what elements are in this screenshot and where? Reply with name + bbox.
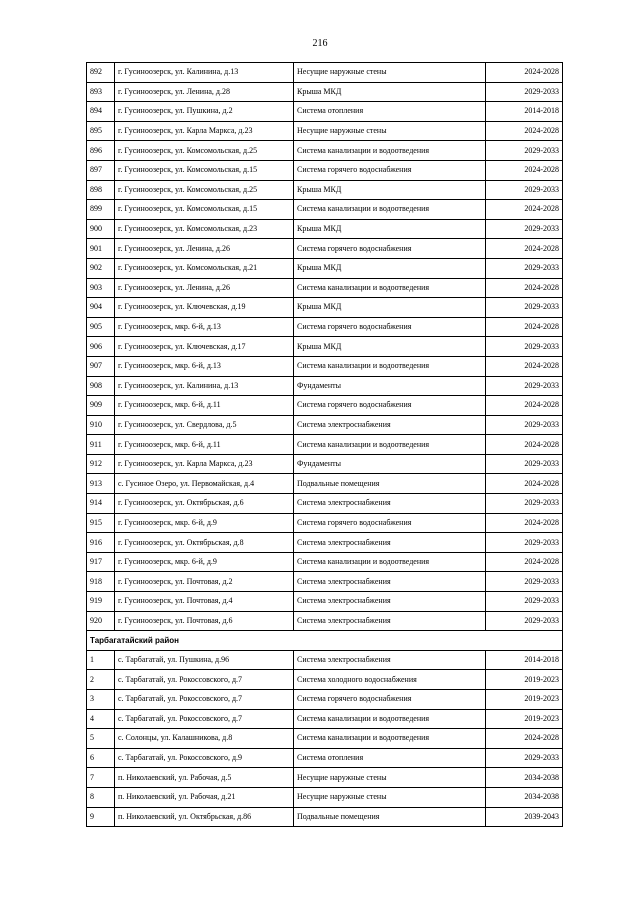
address-cell: г. Гусиноозерск, мкр. 6-й, д.13	[115, 356, 294, 376]
table-row	[87, 82, 563, 102]
period-cell: 2029-2033	[486, 748, 563, 768]
table-row	[87, 337, 563, 357]
system-cell: Система электроснабжения	[294, 611, 486, 631]
row-number-cell: 895	[87, 121, 115, 141]
system-cell: Система горячего водоснабжения	[294, 160, 486, 180]
system-cell: Несущие наружные стены	[294, 63, 486, 83]
table-row	[87, 415, 563, 435]
address-cell: с. Тарбагатай, ул. Рокоссовского, д.7	[115, 670, 294, 690]
system-cell: Крыша МКД	[294, 219, 486, 239]
table-row	[87, 513, 563, 533]
address-cell: с. Тарбагатай, ул. Рокоссовского, д.7	[115, 709, 294, 729]
system-cell: Система горячего водоснабжения	[294, 317, 486, 337]
period-cell: 2024-2028	[486, 63, 563, 83]
row-number-cell: 2	[87, 670, 115, 690]
system-cell: Система канализации и водоотведения	[294, 278, 486, 298]
period-cell: 2019-2023	[486, 709, 563, 729]
period-cell: 2019-2023	[486, 690, 563, 710]
period-cell: 2039-2043	[486, 807, 563, 827]
system-cell: Система отопления	[294, 102, 486, 122]
table-row	[87, 474, 563, 494]
row-number-cell: 9	[87, 807, 115, 827]
row-number-cell: 5	[87, 729, 115, 749]
page-number: 216	[312, 38, 328, 49]
system-cell: Фундаменты	[294, 454, 486, 474]
period-cell: 2024-2028	[486, 729, 563, 749]
period-cell: 2029-2033	[486, 533, 563, 553]
row-number-cell: 912	[87, 454, 115, 474]
table-row	[87, 396, 563, 416]
system-cell: Крыша МКД	[294, 82, 486, 102]
address-cell: г. Гусиноозерск, ул. Комсомольская, д.25	[115, 141, 294, 161]
row-number-cell: 917	[87, 552, 115, 572]
system-cell: Крыша МКД	[294, 337, 486, 357]
table-row	[87, 729, 563, 749]
system-cell: Система электроснабжения	[294, 415, 486, 435]
system-cell: Система канализации и водоотведения	[294, 141, 486, 161]
address-cell: г. Гусиноозерск, мкр. 6-й, д.9	[115, 552, 294, 572]
row-number-cell: 913	[87, 474, 115, 494]
address-cell: г. Гусиноозерск, мкр. 6-й, д.11	[115, 396, 294, 416]
table-row	[87, 748, 563, 768]
address-cell: г. Гусиноозерск, ул. Комсомольская, д.23	[115, 219, 294, 239]
address-cell: с. Тарбагатай, ул. Рокоссовского, д.7	[115, 690, 294, 710]
system-cell: Система канализации и водоотведения	[294, 200, 486, 220]
system-cell: Система горячего водоснабжения	[294, 513, 486, 533]
system-cell: Крыша МКД	[294, 298, 486, 318]
period-cell: 2029-2033	[486, 572, 563, 592]
table-row	[87, 298, 563, 318]
address-cell: г. Гусиноозерск, ул. Ключевская, д.19	[115, 298, 294, 318]
row-number-cell: 911	[87, 435, 115, 455]
address-cell: г. Гусиноозерск, ул. Ленина, д.28	[115, 82, 294, 102]
repair-schedule-table	[86, 62, 563, 827]
system-cell: Крыша МКД	[294, 180, 486, 200]
table-row	[87, 807, 563, 827]
period-cell: 2024-2028	[486, 513, 563, 533]
row-number-cell: 893	[87, 82, 115, 102]
system-cell: Система горячего водоснабжения	[294, 239, 486, 259]
system-cell: Крыша МКД	[294, 258, 486, 278]
address-cell: г. Гусиноозерск, ул. Свердлова, д.5	[115, 415, 294, 435]
row-number-cell: 909	[87, 396, 115, 416]
table-row	[87, 611, 563, 631]
address-cell: г. Гусиноозерск, мкр. 6-й, д.11	[115, 435, 294, 455]
system-cell: Система электроснабжения	[294, 533, 486, 553]
system-cell: Система канализации и водоотведения	[294, 435, 486, 455]
address-cell: г. Гусиноозерск, ул. Карла Маркса, д.23	[115, 454, 294, 474]
table-row	[87, 572, 563, 592]
address-cell: г. Гусиноозерск, ул. Комсомольская, д.25	[115, 180, 294, 200]
table-row	[87, 200, 563, 220]
table-row	[87, 258, 563, 278]
row-number-cell: 906	[87, 337, 115, 357]
system-cell: Система горячего водоснабжения	[294, 690, 486, 710]
period-cell: 2029-2033	[486, 592, 563, 612]
period-cell: 2029-2033	[486, 494, 563, 514]
row-number-cell: 4	[87, 709, 115, 729]
table-row	[87, 376, 563, 396]
system-cell: Система горячего водоснабжения	[294, 396, 486, 416]
table-row	[87, 533, 563, 553]
system-cell: Система канализации и водоотведения	[294, 356, 486, 376]
row-number-cell: 908	[87, 376, 115, 396]
table-row	[87, 690, 563, 710]
system-cell: Система канализации и водоотведения	[294, 552, 486, 572]
period-cell: 2029-2033	[486, 454, 563, 474]
table-row	[87, 219, 563, 239]
address-cell: п. Николаевский, ул. Октябрьская, д.86	[115, 807, 294, 827]
system-cell: Система электроснабжения	[294, 592, 486, 612]
row-number-cell: 901	[87, 239, 115, 259]
row-number-cell: 903	[87, 278, 115, 298]
address-cell: г. Гусиноозерск, ул. Ленина, д.26	[115, 239, 294, 259]
address-cell: с. Тарбагатай, ул. Пушкина, д.96	[115, 650, 294, 670]
row-number-cell: 905	[87, 317, 115, 337]
address-cell: г. Гусиноозерск, ул. Калинина, д.13	[115, 376, 294, 396]
period-cell: 2024-2028	[486, 356, 563, 376]
period-cell: 2029-2033	[486, 258, 563, 278]
period-cell: 2014-2018	[486, 102, 563, 122]
period-cell: 2029-2033	[486, 180, 563, 200]
table-row	[87, 141, 563, 161]
table-row	[87, 494, 563, 514]
row-number-cell: 916	[87, 533, 115, 553]
address-cell: г. Гусиноозерск, ул. Комсомольская, д.15	[115, 160, 294, 180]
period-cell: 2014-2018	[486, 650, 563, 670]
period-cell: 2024-2028	[486, 552, 563, 572]
row-number-cell: 907	[87, 356, 115, 376]
system-cell: Система отопления	[294, 748, 486, 768]
period-cell: 2019-2023	[486, 670, 563, 690]
period-cell: 2024-2028	[486, 396, 563, 416]
system-cell: Подвальные помещения	[294, 807, 486, 827]
row-number-cell: 7	[87, 768, 115, 788]
period-cell: 2029-2033	[486, 337, 563, 357]
row-number-cell: 918	[87, 572, 115, 592]
period-cell: 2029-2033	[486, 415, 563, 435]
row-number-cell: 902	[87, 258, 115, 278]
row-number-cell: 896	[87, 141, 115, 161]
address-cell: г. Гусиноозерск, ул. Ленина, д.26	[115, 278, 294, 298]
address-cell: г. Гусиноозерск, мкр. 6-й, д.13	[115, 317, 294, 337]
period-cell: 2024-2028	[486, 200, 563, 220]
address-cell: г. Гусиноозерск, ул. Октябрьская, д.6	[115, 494, 294, 514]
row-number-cell: 910	[87, 415, 115, 435]
row-number-cell: 892	[87, 63, 115, 83]
period-cell: 2034-2038	[486, 768, 563, 788]
system-cell: Система канализации и водоотведения	[294, 709, 486, 729]
row-number-cell: 920	[87, 611, 115, 631]
address-cell: с. Гусиное Озеро, ул. Первомайская, д.4	[115, 474, 294, 494]
address-cell: с. Тарбагатай, ул. Рокоссовского, д.9	[115, 748, 294, 768]
period-cell: 2024-2028	[486, 474, 563, 494]
system-cell: Фундаменты	[294, 376, 486, 396]
address-cell: г. Гусиноозерск, ул. Калинина, д.13	[115, 63, 294, 83]
row-number-cell: 3	[87, 690, 115, 710]
period-cell: 2029-2033	[486, 141, 563, 161]
table-row	[87, 592, 563, 612]
row-number-cell: 898	[87, 180, 115, 200]
table-row	[87, 239, 563, 259]
table-row	[87, 356, 563, 376]
row-number-cell: 904	[87, 298, 115, 318]
table-row	[87, 787, 563, 807]
system-cell: Несущие наружные стены	[294, 787, 486, 807]
system-cell: Система электроснабжения	[294, 494, 486, 514]
row-number-cell: 899	[87, 200, 115, 220]
row-number-cell: 8	[87, 787, 115, 807]
table-row	[87, 63, 563, 83]
address-cell: п. Николаевский, ул. Рабочая, д.21	[115, 787, 294, 807]
system-cell: Система канализации и водоотведения	[294, 729, 486, 749]
table-row	[87, 768, 563, 788]
section-header-row	[87, 631, 563, 651]
table-row	[87, 552, 563, 572]
address-cell: г. Гусиноозерск, ул. Ключевская, д.17	[115, 337, 294, 357]
period-cell: 2029-2033	[486, 298, 563, 318]
system-cell: Система электроснабжения	[294, 650, 486, 670]
table-row	[87, 102, 563, 122]
section-title: Тарбагатайский район	[87, 631, 563, 651]
system-cell: Несущие наружные стены	[294, 768, 486, 788]
table-body	[87, 63, 563, 827]
period-cell: 2029-2033	[486, 82, 563, 102]
address-cell: г. Гусиноозерск, ул. Пушкина, д.2	[115, 102, 294, 122]
address-cell: г. Гусиноозерск, ул. Почтовая, д.4	[115, 592, 294, 612]
period-cell: 2024-2028	[486, 317, 563, 337]
period-cell: 2024-2028	[486, 435, 563, 455]
row-number-cell: 1	[87, 650, 115, 670]
period-cell: 2034-2038	[486, 787, 563, 807]
period-cell: 2029-2033	[486, 611, 563, 631]
period-cell: 2029-2033	[486, 219, 563, 239]
system-cell: Подвальные помещения	[294, 474, 486, 494]
table-row	[87, 317, 563, 337]
row-number-cell: 897	[87, 160, 115, 180]
system-cell: Система холодного водоснабжения	[294, 670, 486, 690]
row-number-cell: 914	[87, 494, 115, 514]
row-number-cell: 894	[87, 102, 115, 122]
table-row	[87, 278, 563, 298]
period-cell: 2024-2028	[486, 160, 563, 180]
table-row	[87, 670, 563, 690]
period-cell: 2024-2028	[486, 278, 563, 298]
address-cell: г. Гусиноозерск, мкр. 6-й, д.9	[115, 513, 294, 533]
period-cell: 2029-2033	[486, 376, 563, 396]
table-row	[87, 709, 563, 729]
row-number-cell: 915	[87, 513, 115, 533]
table-row	[87, 160, 563, 180]
table-row	[87, 435, 563, 455]
table-row	[87, 121, 563, 141]
address-cell: г. Гусиноозерск, ул. Почтовая, д.6	[115, 611, 294, 631]
address-cell: с. Солонцы, ул. Калашникова, д.8	[115, 729, 294, 749]
period-cell: 2024-2028	[486, 239, 563, 259]
system-cell: Система электроснабжения	[294, 572, 486, 592]
period-cell: 2024-2028	[486, 121, 563, 141]
table-row	[87, 454, 563, 474]
address-cell: г. Гусиноозерск, ул. Почтовая, д.2	[115, 572, 294, 592]
address-cell: г. Гусиноозерск, ул. Комсомольская, д.15	[115, 200, 294, 220]
table-row	[87, 650, 563, 670]
table-row	[87, 180, 563, 200]
address-cell: г. Гусиноозерск, ул. Октябрьская, д.8	[115, 533, 294, 553]
address-cell: г. Гусиноозерск, ул. Комсомольская, д.21	[115, 258, 294, 278]
row-number-cell: 900	[87, 219, 115, 239]
system-cell: Несущие наружные стены	[294, 121, 486, 141]
address-cell: г. Гусиноозерск, ул. Карла Маркса, д.23	[115, 121, 294, 141]
row-number-cell: 6	[87, 748, 115, 768]
address-cell: п. Николаевский, ул. Рабочая, д.5	[115, 768, 294, 788]
row-number-cell: 919	[87, 592, 115, 612]
